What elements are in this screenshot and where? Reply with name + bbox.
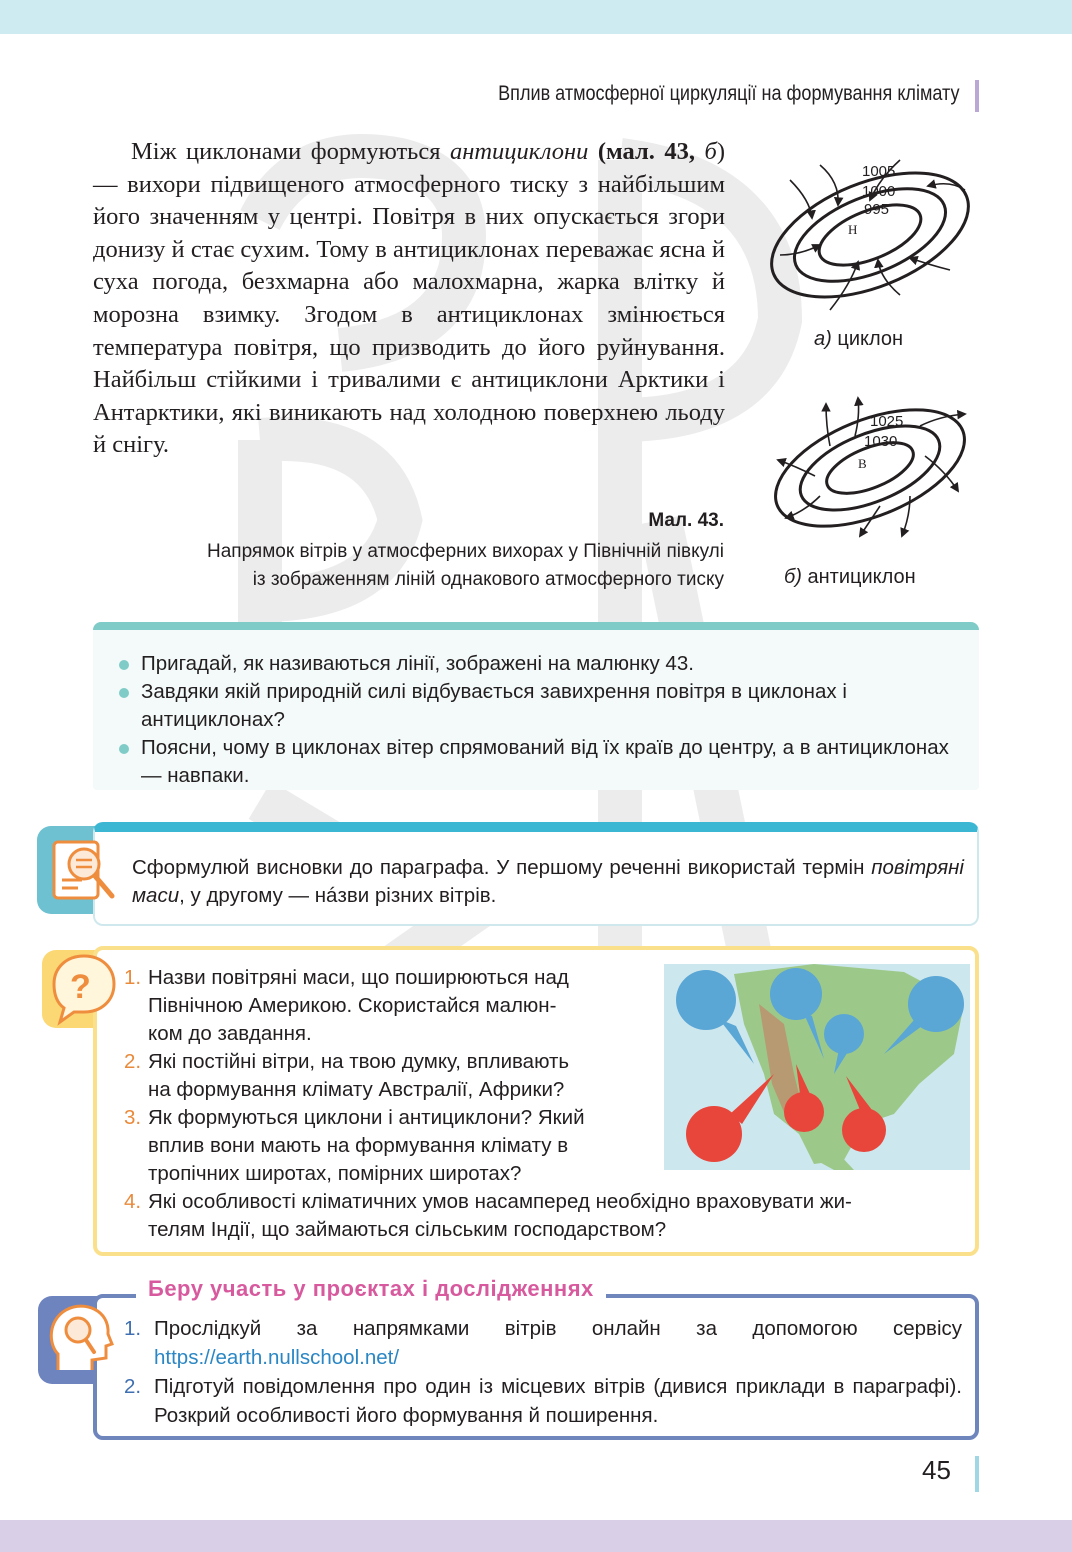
project-item: 1. Прослідкуй за напрямками вітрів онлайн за допомогою сервісу https://earth.nullschool.net/ (124, 1317, 962, 1369)
quiz-item: 2. Які постійні вітри, на твою думку, впливають на формування клімату Австралії, Африки? (124, 1050, 570, 1101)
isobar-label: 995 (864, 201, 890, 218)
air-masses-map (664, 964, 970, 1170)
isobar-label: 1005 (862, 163, 896, 180)
figure-number: Мал. 43. (648, 510, 724, 531)
cyclone-label: а) циклон (814, 328, 904, 350)
page-number-bar (975, 1456, 979, 1492)
low-pressure-center: Н (848, 222, 858, 237)
question-bubble-icon (48, 950, 118, 1026)
anticyclone-label: б) антициклон (784, 566, 916, 588)
head-magnifier-icon (44, 1300, 116, 1378)
top-color-band (0, 0, 1072, 34)
isobar-label: 1025 (870, 413, 904, 430)
quiz-item: 1. Назви повітряні маси, що поширюються над Північною Америкою. Скористайся малюн- ком до завдання. (124, 966, 569, 1045)
term-air-masses: повітряні маси (132, 856, 964, 907)
running-head-bar (975, 80, 979, 112)
figure-caption: Напрямок вітрів у атмосферних вихорах у Північній півкулі із зображенням ліній однакового атмосферного тиску (207, 541, 724, 590)
conclusion-text: Сформулюй висновки до параграфа. У першому реченні використай термін повітряні маси, у другому — нáзви різних вітрів. (132, 856, 964, 907)
review-questions-list (93, 630, 979, 790)
term-anticyclones: антициклони (449, 138, 589, 165)
nullschool-link[interactable]: https://earth.nullschool.net/ (154, 1346, 400, 1369)
svg-text:?: ? (70, 968, 91, 1006)
bottom-color-band (0, 1520, 1072, 1552)
anticyclone-diagram (760, 396, 980, 546)
quiz-item: 4. Які особливості кліматичних умов насамперед необхідно враховувати жи- телям Індії, що займаються сільським господарством? (124, 1190, 852, 1241)
project-section-title: Беру участь у проєктах і дослідженнях (136, 1276, 606, 1302)
main-paragraph: Між циклонами формуються антициклони (мал. 43, б) — вихори підвищеного атмосферного тиску з найбільшим його значенням у центрі. Повітря в них опускається згори донизу й стає сухим. Тому в антициклонах переважає ясна й суха погода, безхмарна або малохмарна, жарка влітку й морозна взимку. Згодом в антициклонах змінюється температура повітря, що призводить до його руйнування. Найбільш стійкими і тривалими є антициклони Арктики і Антарктики, які виникають над холодною поверхнею льоду й снігу. (93, 138, 725, 459)
isobar-label: 1000 (862, 183, 896, 200)
list-item: Завдяки якій природній силі відбувається завихрення повітря в циклонах і антициклонах? (117, 678, 971, 734)
review-questions-box (93, 622, 979, 790)
quiz-item: 3. Як формуються циклони і антициклони? Який вплив вони мають на формування клімату в тропічних широтах, помірних широтах? (124, 1106, 585, 1185)
list-item: Поясни, чому в циклонах вітер спрямований від їх країв до центру, а в антициклонах — навпаки. (117, 734, 971, 790)
cyclone-diagram (760, 150, 980, 320)
project-list (124, 1314, 962, 1430)
page-number: 45 (922, 1455, 951, 1485)
project-item: 2. Підготуй повідомлення про один із місцевих вітрів (дивися приклади в параграфі). Розкрий особливості його формування й поширення. (124, 1375, 962, 1427)
search-document-icon (48, 836, 122, 912)
running-head: Вплив атмосферної циркуляції на формування клімату (498, 82, 960, 105)
list-item: Пригадай, як називаються лінії, зображені на малюнку 43. (117, 650, 971, 678)
high-pressure-center: В (858, 456, 867, 471)
isobar-label: 1030 (864, 433, 898, 450)
